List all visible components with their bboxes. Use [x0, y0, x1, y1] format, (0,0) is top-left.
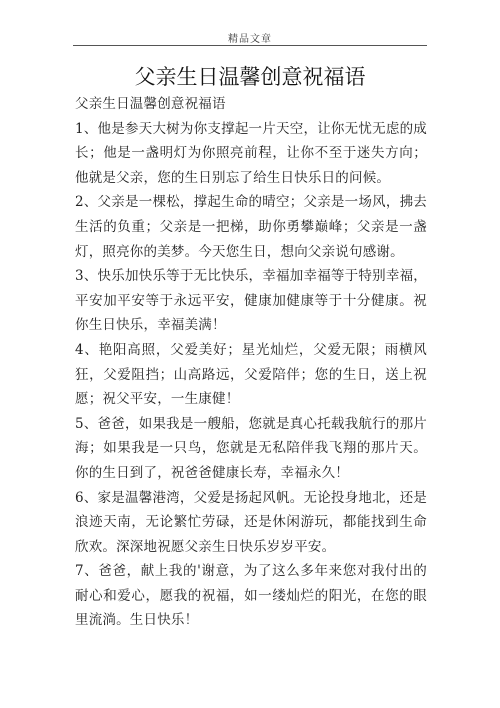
article-subtitle: 父亲生日温馨创意祝福语 [75, 96, 226, 112]
blessing-paragraph-3: 3、快乐加快乐等于无比快乐，幸福加幸福等于特别幸福，平安加平安等于永远平安，健康加健康等于十分健康。祝你生日快乐，幸福美满！ [75, 268, 427, 334]
header-divider [73, 45, 427, 46]
page-header-label: 精品文章 [228, 34, 272, 45]
document-title: 父亲生日温馨创意祝福语 [134, 65, 366, 89]
blessing-paragraph-4: 4、艳阳高照，父爱美好；星光灿烂，父爱无限；雨横风狂，父爱阻挡；山高路远，父爱陪伴；您的生日，送上祝愿；祝父平安，一生康健！ [75, 341, 427, 408]
blessing-paragraph-1: 1、他是参天大树为你支撑起一片天空，让你无忧无虑的成长；他是一盏明灯为你照亮前程，让你不至于迷失方向；他就是父亲，您的生日别忘了给生日快乐日的问候。 [75, 120, 427, 186]
blessing-paragraph-6: 6、家是温馨港湾，父爱是扬起风帆。无论投身地北，还是浪迹天南，无论繁忙劳碌，还是休闲游玩，都能找到生命欣欢。深深地祝愿父亲生日快乐岁岁平安。 [75, 489, 427, 555]
blessing-paragraph-5: 5、爸爸，如果我是一艘船，您就是真心托载我航行的那片海；如果我是一只鸟，您就是无私陪伴我飞翔的那片天。你的生日到了，祝爸爸健康长寿，幸福永久！ [75, 415, 427, 481]
blessing-paragraph-7: 7、爸爸，献上我的'谢意，为了这么多年来您对我付出的耐心和爱心，愿我的祝福，如一缕灿烂的阳光，在您的眼里流淌。生日快乐！ [75, 563, 427, 629]
article-body [75, 92, 427, 633]
blessing-paragraph-2: 2、父亲是一棵松，撑起生命的晴空；父亲是一场风，拂去生活的负重；父亲是一把梯，助你勇攀巅峰；父亲是一盏灯，照亮你的美梦。今天您生日，想向父亲说句感谢。 [75, 194, 427, 260]
